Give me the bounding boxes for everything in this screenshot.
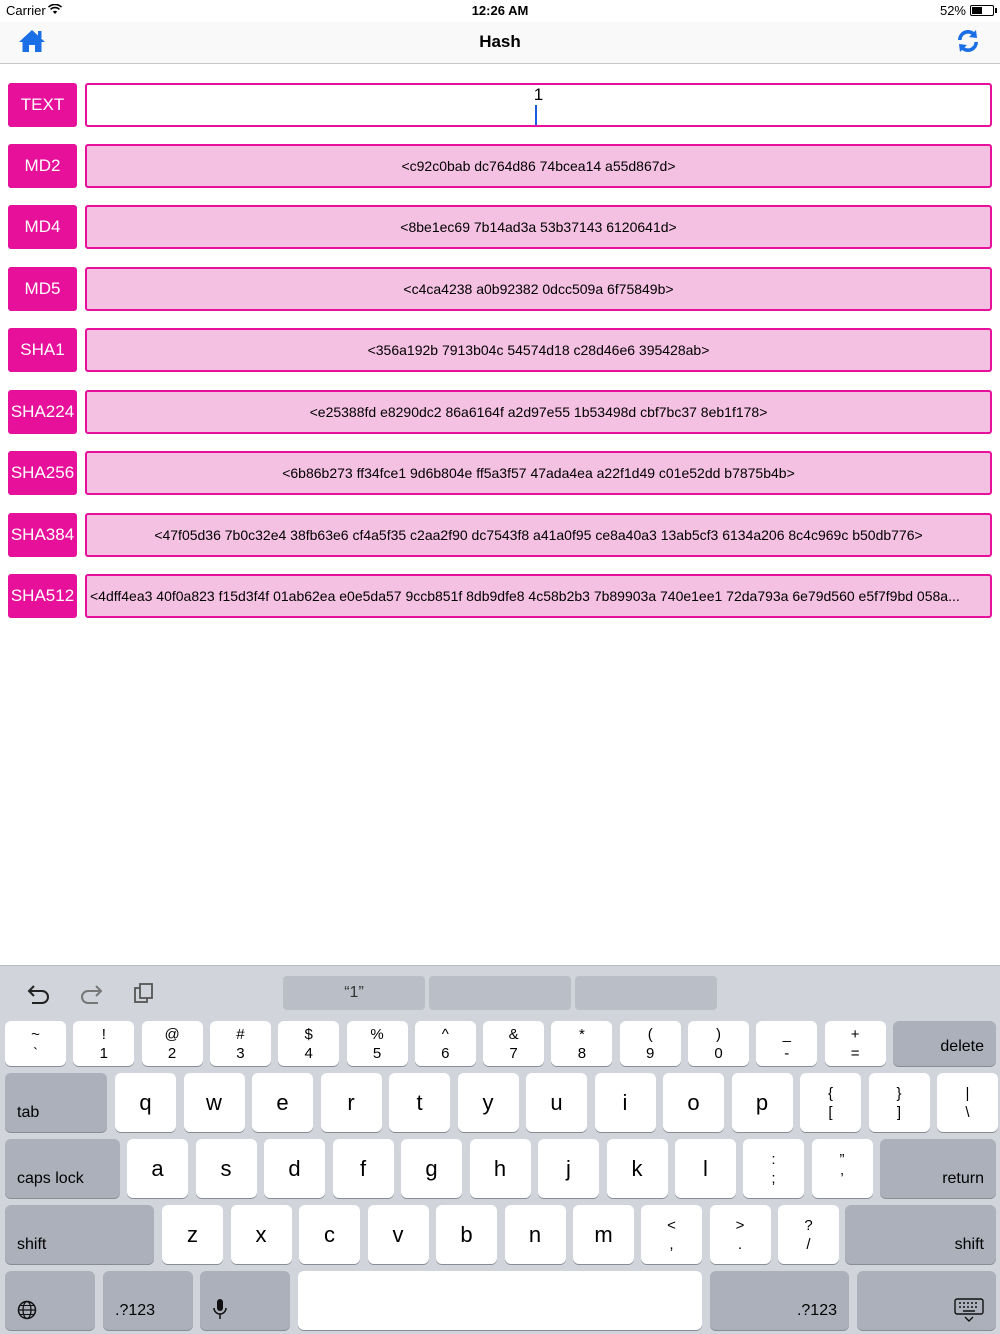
numbers-right-key[interactable] xyxy=(710,1271,849,1330)
globe-icon xyxy=(17,1300,37,1320)
key-6[interactable] xyxy=(415,1021,476,1066)
key-bottom-label: 9 xyxy=(646,1044,655,1062)
key-bottom-label: \ xyxy=(965,1103,970,1121)
text-input[interactable] xyxy=(85,83,992,127)
md4-value: <8be1ec69 7b14ad3a 53b37143 6120641d> xyxy=(400,219,677,235)
key-top-label: + xyxy=(850,1025,860,1043)
navigation-bar xyxy=(0,22,1000,64)
dictation-key[interactable] xyxy=(200,1271,290,1330)
numbers-right-label: .?123 xyxy=(796,1302,837,1319)
row-label-md5: MD5 xyxy=(8,267,77,311)
key-label: g xyxy=(425,1155,438,1181)
md5-value: <c4ca4238 a0b92382 0dcc509a 6f75849b> xyxy=(403,281,674,297)
key-top-label: # xyxy=(236,1025,245,1043)
key-g[interactable] xyxy=(401,1139,462,1198)
key-label: r xyxy=(347,1089,355,1115)
key-label: h xyxy=(493,1155,507,1181)
suggestion-3[interactable] xyxy=(575,976,717,1010)
key-extra-0[interactable] xyxy=(800,1073,861,1132)
key-label: m xyxy=(594,1221,613,1247)
key-2[interactable] xyxy=(142,1021,203,1066)
key-label: s xyxy=(220,1155,232,1181)
row-label-sha384: SHA384 xyxy=(8,513,77,557)
key-t[interactable] xyxy=(389,1073,450,1132)
key-k[interactable] xyxy=(607,1139,668,1198)
key-0[interactable] xyxy=(5,1021,66,1066)
key-label: w xyxy=(206,1089,222,1115)
key-bottom-label: , xyxy=(669,1235,674,1253)
hash-row-sha1 xyxy=(8,328,992,372)
numbers-left-key[interactable] xyxy=(103,1271,193,1330)
key-3[interactable] xyxy=(210,1021,271,1066)
key-top-label: : xyxy=(771,1150,776,1168)
key-bottom-label: 8 xyxy=(577,1044,587,1062)
sha384-output[interactable] xyxy=(85,513,992,557)
key-o[interactable] xyxy=(663,1073,724,1132)
key-l[interactable] xyxy=(675,1139,736,1198)
shift-left-key[interactable] xyxy=(5,1205,154,1264)
battery-nub xyxy=(995,8,997,13)
space-key[interactable] xyxy=(298,1271,702,1330)
key-q[interactable] xyxy=(115,1073,176,1132)
key-e[interactable] xyxy=(252,1073,313,1132)
tab-key[interactable] xyxy=(5,1073,107,1132)
return-key[interactable] xyxy=(880,1139,996,1198)
redo-icon[interactable] xyxy=(78,980,104,1006)
hash-row-sha256 xyxy=(8,451,992,495)
caps-lock-key-label: caps lock xyxy=(17,1170,84,1187)
key-top-label: } xyxy=(896,1084,902,1102)
shift-right-label: shift xyxy=(954,1236,984,1253)
return-key-label: return xyxy=(942,1170,984,1187)
key-label: p xyxy=(755,1089,769,1115)
key-sym-2[interactable] xyxy=(778,1205,839,1264)
key-12[interactable] xyxy=(825,1021,886,1066)
key-bottom-label: . xyxy=(737,1235,743,1253)
key-i[interactable] xyxy=(595,1073,656,1132)
key-4[interactable] xyxy=(278,1021,339,1066)
sha384-value: <47f05d36 7b0c32e4 38fb63e6 cf4a5f35 c2aa2f90 dc7543f8 a41a0f95 ce8a40a3 13ab5cf3 6134a206 8c4c969c b50db776> xyxy=(154,527,923,543)
hash-row-md5 xyxy=(8,267,992,311)
key-top-label: & xyxy=(508,1025,519,1043)
key-u[interactable] xyxy=(526,1073,587,1132)
key-top-label: ~ xyxy=(31,1025,40,1043)
key-label: n xyxy=(528,1221,542,1247)
key-top-label: ” xyxy=(839,1150,845,1168)
key-7[interactable] xyxy=(483,1021,544,1066)
key-extra-2[interactable] xyxy=(937,1073,998,1132)
key-top-label: ( xyxy=(647,1025,653,1043)
key-5[interactable] xyxy=(347,1021,408,1066)
key-j[interactable] xyxy=(538,1139,599,1198)
row-label-sha1: SHA1 xyxy=(8,328,77,372)
text-input-value: 1 xyxy=(533,84,544,104)
key-label: e xyxy=(276,1089,289,1115)
carrier-label: Carrier xyxy=(6,3,46,18)
key-y[interactable] xyxy=(458,1073,519,1132)
microphone-icon xyxy=(212,1298,228,1320)
paste-icon[interactable] xyxy=(132,980,158,1006)
key-label: k xyxy=(631,1155,643,1181)
hash-row-sha224 xyxy=(8,390,992,434)
caps-lock-key[interactable] xyxy=(5,1139,120,1198)
key-m[interactable] xyxy=(573,1205,634,1264)
key-label: z xyxy=(187,1221,198,1247)
key-extra-1[interactable] xyxy=(869,1073,930,1132)
key-top-label: > xyxy=(735,1216,745,1234)
key-bottom-label: ’ xyxy=(840,1169,844,1187)
key-label: c xyxy=(324,1221,335,1247)
sha256-value: <6b86b273 ff34fce1 9d6b804e ff5a3f57 47ada4ea a22f1d49 c01e52dd b7875b4b> xyxy=(282,465,795,481)
key-bottom-label: ` xyxy=(33,1044,38,1062)
status-bar xyxy=(0,0,1000,22)
key-bottom-label: [ xyxy=(828,1103,833,1121)
key-bottom-label: / xyxy=(806,1235,811,1253)
key-top-label: ! xyxy=(101,1025,106,1043)
key-d[interactable] xyxy=(264,1139,325,1198)
key-c[interactable] xyxy=(299,1205,360,1264)
key-label: j xyxy=(566,1155,571,1181)
key-label: x xyxy=(255,1221,267,1247)
key-top-label: ) xyxy=(716,1025,721,1043)
delete-key[interactable] xyxy=(893,1021,996,1066)
key-top-label: { xyxy=(827,1084,833,1102)
row-label-sha224: SHA224 xyxy=(8,390,77,434)
key-r[interactable] xyxy=(321,1073,382,1132)
key-label: a xyxy=(151,1155,164,1181)
sha1-output[interactable] xyxy=(85,328,992,372)
key-h[interactable] xyxy=(470,1139,531,1198)
key-top-label: ^ xyxy=(441,1025,449,1043)
suggestion-2[interactable] xyxy=(429,976,571,1010)
key-bottom-label: - xyxy=(784,1044,790,1062)
key-label: v xyxy=(392,1221,404,1247)
key-n[interactable] xyxy=(505,1205,566,1264)
key-top-label: < xyxy=(667,1216,676,1234)
key-v[interactable] xyxy=(368,1205,429,1264)
key-top-label: | xyxy=(965,1084,970,1102)
battery-percent: 52% xyxy=(939,3,966,18)
key-bottom-label: 1 xyxy=(99,1044,108,1062)
md2-value: <c92c0bab dc764d86 74bcea14 a55d867d> xyxy=(401,158,676,174)
page-title: Hash xyxy=(479,32,521,51)
key-s[interactable] xyxy=(196,1139,257,1198)
key-bottom-label: ] xyxy=(896,1103,902,1121)
key-label: u xyxy=(550,1089,563,1115)
row-label-md2: MD2 xyxy=(8,144,77,188)
delete-key-label: delete xyxy=(940,1038,984,1055)
key-top-label: $ xyxy=(304,1025,313,1043)
text-caret xyxy=(535,105,537,125)
shift-right-key[interactable] xyxy=(845,1205,996,1264)
key-z[interactable] xyxy=(162,1205,223,1264)
key-label: f xyxy=(359,1155,367,1181)
row-label-text: TEXT xyxy=(8,83,77,127)
key-top-label: * xyxy=(578,1025,585,1043)
hide-keyboard-key[interactable] xyxy=(857,1271,996,1330)
sha224-output[interactable] xyxy=(85,390,992,434)
status-time: 12:26 AM xyxy=(471,3,529,18)
on-screen-keyboard xyxy=(0,965,1000,1334)
undo-icon[interactable] xyxy=(26,980,52,1006)
key-sym-0[interactable] xyxy=(641,1205,702,1264)
sha512-output[interactable] xyxy=(85,574,992,618)
hash-row-sha512 xyxy=(8,574,992,618)
refresh-icon[interactable] xyxy=(954,27,982,55)
key-bottom-label: 5 xyxy=(372,1044,382,1062)
md5-output[interactable] xyxy=(85,267,992,311)
key-top-label: _ xyxy=(782,1025,791,1043)
hash-row-md2 xyxy=(8,144,992,188)
globe-key[interactable] xyxy=(5,1271,95,1330)
battery-icon xyxy=(970,5,994,16)
key-label: i xyxy=(622,1089,628,1115)
hash-row-md4 xyxy=(8,205,992,249)
key-punct-0[interactable] xyxy=(743,1139,804,1198)
row-label-sha512: SHA512 xyxy=(8,574,77,618)
key-w[interactable] xyxy=(184,1073,245,1132)
key-label: q xyxy=(139,1089,152,1115)
key-1[interactable] xyxy=(73,1021,134,1066)
sha256-output[interactable] xyxy=(85,451,992,495)
hash-row-text xyxy=(8,83,992,127)
key-b[interactable] xyxy=(436,1205,497,1264)
key-bottom-label: ; xyxy=(771,1169,776,1187)
key-bottom-label: = xyxy=(850,1044,860,1062)
key-label: b xyxy=(460,1221,473,1247)
tab-key-label: tab xyxy=(17,1104,40,1121)
key-label: d xyxy=(288,1155,301,1181)
key-punct-1[interactable] xyxy=(812,1139,873,1198)
sha1-value: <356a192b 7913b04c 54574d18 c28d46e6 395428ab> xyxy=(367,342,710,358)
key-bottom-label: 2 xyxy=(167,1044,177,1062)
key-f[interactable] xyxy=(333,1139,394,1198)
md2-output[interactable] xyxy=(85,144,992,188)
key-a[interactable] xyxy=(127,1139,188,1198)
key-label: o xyxy=(687,1089,700,1115)
key-sym-1[interactable] xyxy=(710,1205,771,1264)
key-8[interactable] xyxy=(551,1021,612,1066)
numbers-left-label: .?123 xyxy=(115,1302,156,1319)
key-bottom-label: 3 xyxy=(236,1044,245,1062)
sha224-value: <e25388fd e8290dc2 86a6164f a2d97e55 1b53498d cbf7bc37 8eb1f178> xyxy=(309,404,768,420)
key-label: y xyxy=(482,1089,494,1115)
md4-output[interactable] xyxy=(85,205,992,249)
hash-row-sha384 xyxy=(8,513,992,557)
suggestion-1[interactable]: “1” xyxy=(283,976,425,1010)
key-x[interactable] xyxy=(231,1205,292,1264)
key-p[interactable] xyxy=(732,1073,793,1132)
key-label: t xyxy=(416,1089,423,1115)
key-bottom-label: 6 xyxy=(441,1044,450,1062)
sha512-value: <4dff4ea3 40f0a823 f15d3f4f 01ab62ea e0e5da57 9ccb851f 8db9dfe8 4c58b2b3 7b89903a 740e1ee1 72da793a 6e79d560 e5f7f9bd 058a... xyxy=(90,588,960,604)
key-bottom-label: 0 xyxy=(714,1044,723,1062)
shift-left-label: shift xyxy=(17,1236,47,1253)
row-label-md4: MD4 xyxy=(8,205,77,249)
key-top-label: % xyxy=(370,1025,384,1043)
row-label-sha256: SHA256 xyxy=(8,451,77,495)
key-label: l xyxy=(703,1155,708,1181)
keyboard-hide-icon xyxy=(954,1298,984,1322)
key-bottom-label: 4 xyxy=(304,1044,313,1062)
key-bottom-label: 7 xyxy=(509,1044,518,1062)
key-11[interactable] xyxy=(756,1021,817,1066)
key-10[interactable] xyxy=(688,1021,749,1066)
key-9[interactable] xyxy=(620,1021,681,1066)
key-top-label: @ xyxy=(164,1025,180,1043)
key-top-label: ? xyxy=(804,1216,813,1234)
